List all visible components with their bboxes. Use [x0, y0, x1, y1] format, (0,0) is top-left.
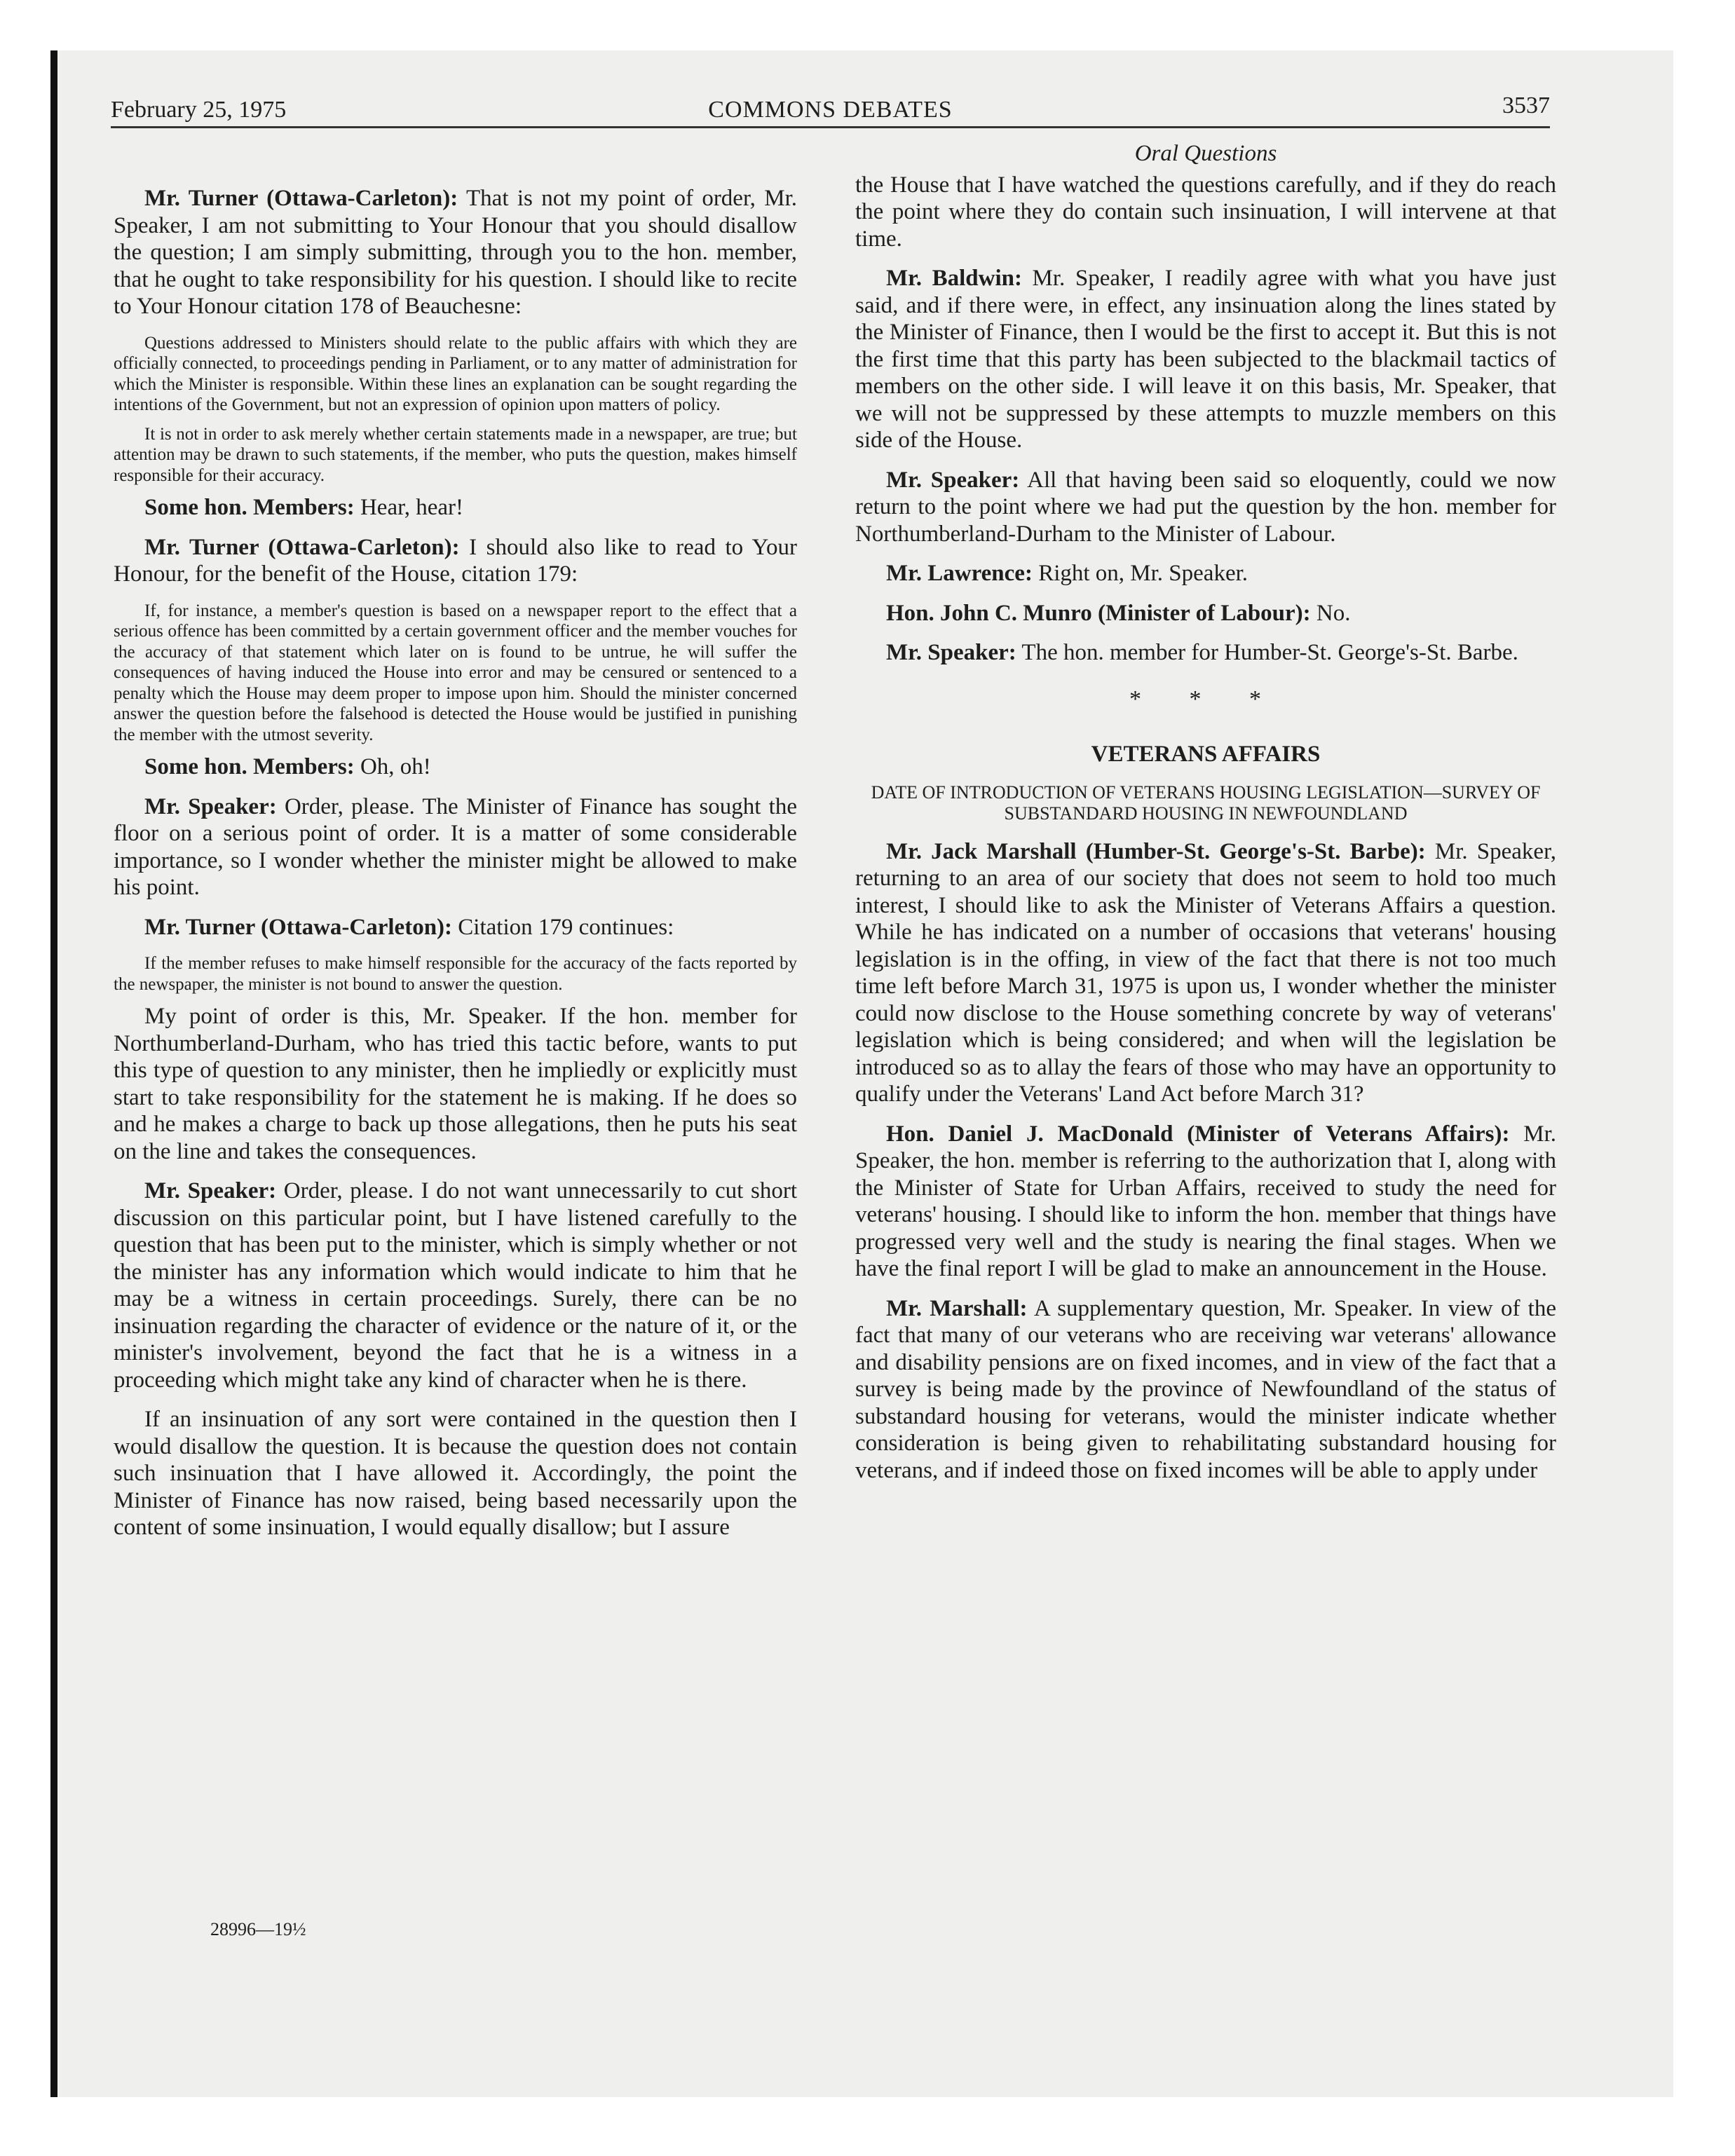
speech-paragraph: My point of order is this, Mr. Speaker. If the hon. member for Northumberland-Durham, who has tried this tactic before, wants to put this type of question to any minister, then he impliedly or explicitly must start to take responsibility for the statement he is making. If he does so and he makes a charge to back up those allegations, then he puts his seat on the line and takes the consequences. — [114, 1004, 797, 1164]
speech-paragraph — [114, 185, 797, 320]
quoted-citation: If, for instance, a member's question is based on a newspaper report to the effect that a serious offence has been committed by a certain government officer and the member vouches for the accuracy of that statement which later on is found to be untrue, he will suffer the consequences of having induced the House into error and may be censured or sentenced to a penalty which the House may deem proper to impose upon him. Should the minister concerned answer the question before the falsehood is detected the House would be justified in punishing the member with the utmost severity. — [114, 601, 797, 744]
print-code: 28996—19½ — [210, 1919, 306, 1939]
speech-paragraph — [114, 1178, 797, 1393]
speaker-name: Mr. Speaker: — [144, 793, 277, 819]
speaker-name: Some hon. Members: — [144, 754, 355, 779]
speech-text: No. — [1316, 600, 1351, 626]
speech-text: All that having been said so eloquently, could we now return to the point where we had put the question by the hon. member for Northumberland-Durham to the Minister of Labour. — [855, 467, 1556, 547]
section-subheading: DATE OF INTRODUCTION OF VETERANS HOUSING LEGISLATION—SURVEY OF SUBSTANDARD HOUSING IN NEWFOUNDLAND — [871, 782, 1541, 824]
speaker-name: Mr. Baldwin: — [886, 266, 1022, 291]
speaker-name: Mr. Turner (Ottawa-Carleton): — [144, 186, 458, 211]
speaker-name: Hon. John C. Munro (Minister of Labour): — [886, 600, 1311, 626]
speech-paragraph — [114, 534, 797, 588]
speaker-name: Mr. Speaker: — [886, 640, 1016, 665]
quoted-citation: If the member refuses to make himself responsible for the accuracy of the facts reported by the newspaper, the minister is not bound to answer the question. — [114, 954, 797, 994]
speech-text: Oh, oh! — [360, 754, 431, 779]
speech-text: Order, please. The Minister of Finance has sought the floor on a serious point of order. It is a matter of some considerable importance, so I wonder whether the minister might be allowed to make his point. — [114, 793, 798, 900]
speaker-name: Mr. Jack Marshall (Humber-St. George's-St. Barbe): — [886, 838, 1426, 864]
speech-paragraph — [855, 838, 1556, 1108]
section-divider: * * * — [1129, 685, 1282, 712]
speaker-name: Hon. Daniel J. MacDonald (Minister of Veterans Affairs): — [886, 1121, 1510, 1147]
header-title: COMMONS DEBATES — [708, 97, 953, 123]
speech-text: I should also like to read to Your Honour, for the benefit of the House, citation 179: — [114, 534, 797, 587]
section-heading: VETERANS AFFAIRS — [1091, 742, 1321, 767]
speech-text: Citation 179 continues: — [458, 914, 674, 940]
speech-text: Order, please. I do not want unnecessarily to cut short discussion on this particular point, but I have listened carefully to the question that has been put to the minister, which is simply whether or not the minister has any information which would indicate to him that he may be a witness in certain proceedings. Surely, there can be no insinuation regarding the character of evidence or the nature of it, or the minister's involvement, beyond the fact that he is a witness in a proceeding which might take any kind of character when he is there. — [114, 1178, 797, 1393]
speaker-name: Some hon. Members: — [144, 495, 355, 520]
speech-paragraph — [855, 1295, 1556, 1485]
header-page-number: 3537 — [1502, 93, 1550, 118]
speech-paragraph — [114, 793, 797, 901]
quoted-citation: Questions addressed to Ministers should relate to the public affairs with which they are officially connected, to proceedings pending in Parliament, or to any matter of administration for which the Minister is responsible. Within these lines an explanation can be sought regarding the intentions of the Government, but not an expression of opinion upon matters of policy. — [114, 333, 797, 414]
right-column — [855, 140, 1556, 1496]
speaker-name: Mr. Marshall: — [886, 1295, 1028, 1321]
speaker-name: Mr. Lawrence: — [886, 561, 1033, 586]
speaker-name: Mr. Speaker: — [144, 1178, 277, 1203]
speech-text: Hear, hear! — [360, 495, 464, 520]
speech-text: That is not my point of order, Mr. Speaker, I am not submitting to Your Honour that you should disallow the question; I am simply submitting, through you to the hon. member, that he ought to take responsibility for his question. I should like to recite to Your Honour citation 178 of Beauchesne: — [114, 186, 797, 319]
section-label: Oral Questions — [1134, 141, 1277, 166]
scan-edge — [50, 50, 57, 2097]
header-date: February 25, 1975 — [111, 97, 287, 123]
speech-text: Mr. Speaker, returning to an area of our society that does not seem to hold too much interest, I should like to ask the Minister of Veterans Affairs a question. While he has indicated on a number of occasions that veterans' housing legislation is in the offing, in view of the fact that there is not too much time left before March 31, 1975 is upon us, I wonder whether the minister could now disclose to the House something concrete by way of veterans' legislation which is being considered; and when will the legislation be introduced so as to allay the fears of those who may have an opportunity to qualify under the Veterans' Land Act before March 31? — [855, 838, 1556, 1107]
speaker-name: Mr. Speaker: — [886, 467, 1020, 493]
speech-paragraph — [855, 639, 1556, 667]
speech-paragraph — [855, 560, 1556, 587]
speaker-name: Mr. Turner (Ottawa-Carleton): — [144, 534, 460, 560]
speech-paragraph — [114, 753, 797, 781]
speaker-name: Mr. Turner (Ottawa-Carleton): — [144, 914, 453, 940]
speech-text: A supplementary question, Mr. Speaker. In view of the fact that many of our veterans who are receiving war veterans' allowance and disability pensions are on fixed incomes, and in view of the fact that a survey is being made by the province of Newfoundland of the status of substandard housing for veterans, would the minister indicate whether consideration is being given to rehabilitating substandard housing for veterans, and if indeed those on fixed incomes will be able to apply under — [855, 1295, 1556, 1483]
page-header — [111, 93, 1550, 128]
speech-text: The hon. member for Humber-St. George's-St. Barbe. — [1021, 640, 1518, 665]
speech-paragraph — [114, 914, 797, 941]
speech-paragraph — [855, 1121, 1556, 1283]
quoted-citation: It is not in order to ask merely whether certain statements made in a newspaper, are true; but attention may be drawn to such statements, if the member, who puts the question, makes himself responsible for their accuracy. — [114, 424, 797, 485]
speech-paragraph: If an insinuation of any sort were contained in the question then I would disallow the question. It is because the question does not contain such insinuation that I have allowed it. Accordingly, the point the Minister of Finance has now raised, being based necessarily upon the content of some insinuation, I would equally disallow; but I assure — [114, 1407, 797, 1540]
speech-paragraph: the House that I have watched the questions carefully, and if they do reach the point where they do contain such insinuation, I will intervene at that time. — [855, 172, 1556, 252]
speech-text: Mr. Speaker, the hon. member is referring to the authorization that I, along with the Minister of State for Urban Affairs, received to study the need for veterans' housing. I should like to inform the hon. member that things have progressed very well and the study is nearing the final stages. When we have the final report I will be glad to make an announcement in the House. — [855, 1121, 1556, 1281]
speech-text: Mr. Speaker, I readily agree with what you have just said, and if there were, in effect, any insinuation along the lines stated by the Minister of Finance, then I would be the first to accept it. But this is not the first time that this party has been subjected to the blackmail tactics of members on the other side. I will leave it on this basis, Mr. Speaker, that we will not be suppressed by these attempts to muzzle members on this side of the House. — [855, 266, 1556, 453]
speech-paragraph — [855, 600, 1556, 627]
speech-paragraph — [114, 494, 797, 521]
speech-text: Right on, Mr. Speaker. — [1038, 561, 1248, 586]
speech-paragraph — [855, 467, 1556, 548]
left-column — [114, 185, 797, 1554]
speech-paragraph — [855, 265, 1556, 454]
